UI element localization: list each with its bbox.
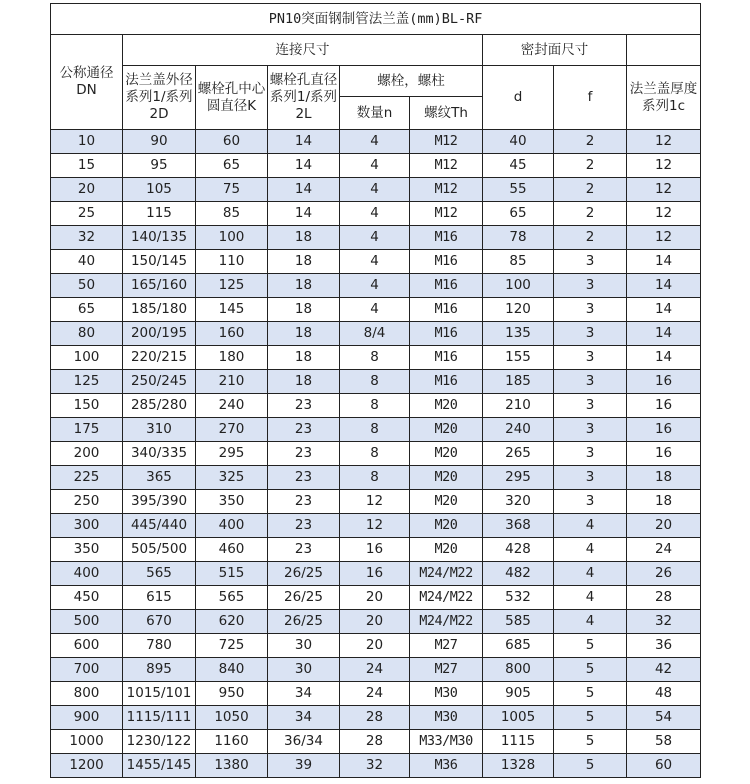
cell-thread: M30 bbox=[410, 706, 483, 730]
cell-thickness: 12 bbox=[627, 130, 701, 154]
cell-bolt-hole: 30 bbox=[268, 634, 340, 658]
cell-bolt-circle: 950 bbox=[196, 682, 268, 706]
cell-thickness: 58 bbox=[627, 730, 701, 754]
table-row bbox=[51, 634, 701, 658]
cell-bolt-circle: 210 bbox=[196, 370, 268, 394]
cell-seal-d: 428 bbox=[483, 538, 554, 562]
cell-bolt-count: 8 bbox=[340, 442, 410, 466]
cell-seal-d: 210 bbox=[483, 394, 554, 418]
cell-bolt-count: 8 bbox=[340, 466, 410, 490]
cell-bolt-hole: 14 bbox=[268, 178, 340, 202]
header-outer-diameter: 法兰盖外径系列1/系列2D bbox=[123, 66, 196, 130]
cell-thickness: 28 bbox=[627, 586, 701, 610]
cell-thread: M12 bbox=[410, 178, 483, 202]
cell-bolt-count: 16 bbox=[340, 538, 410, 562]
cell-seal-d: 368 bbox=[483, 514, 554, 538]
cell-seal-f: 5 bbox=[554, 730, 627, 754]
cell-bolt-hole: 23 bbox=[268, 442, 340, 466]
table-row bbox=[51, 226, 701, 250]
table-row bbox=[51, 322, 701, 346]
cell-thread: M30 bbox=[410, 682, 483, 706]
cell-seal-f: 3 bbox=[554, 442, 627, 466]
cell-thickness: 24 bbox=[627, 538, 701, 562]
cell-thread: M12 bbox=[410, 154, 483, 178]
cell-seal-f: 3 bbox=[554, 298, 627, 322]
table-row bbox=[51, 538, 701, 562]
cell-bolt-hole: 26/25 bbox=[268, 586, 340, 610]
header-bolt-count: 数量n bbox=[340, 97, 410, 130]
cell-bolt-hole: 18 bbox=[268, 370, 340, 394]
cell-thickness: 14 bbox=[627, 322, 701, 346]
table-row bbox=[51, 346, 701, 370]
cell-seal-f: 4 bbox=[554, 562, 627, 586]
cell-thickness: 60 bbox=[627, 754, 701, 778]
cell-thickness: 14 bbox=[627, 298, 701, 322]
cell-bolt-circle: 620 bbox=[196, 610, 268, 634]
header-blank-top-right bbox=[627, 35, 701, 66]
cell-bolt-hole: 23 bbox=[268, 394, 340, 418]
header-sealing-dimensions: 密封面尺寸 bbox=[483, 35, 627, 66]
cell-bolt-hole: 36/34 bbox=[268, 730, 340, 754]
cell-thread: M27 bbox=[410, 634, 483, 658]
cell-outer-diameter: 1015/101 bbox=[123, 682, 196, 706]
cell-thread: M20 bbox=[410, 418, 483, 442]
table-title: PN10突面钢制管法兰盖(mm)BL-RF bbox=[51, 4, 701, 35]
cell-seal-f: 3 bbox=[554, 346, 627, 370]
cell-thread: M20 bbox=[410, 466, 483, 490]
cell-bolt-hole: 14 bbox=[268, 130, 340, 154]
cell-seal-f: 2 bbox=[554, 202, 627, 226]
header-dn: 公称通径DN bbox=[51, 35, 123, 130]
cell-dn: 200 bbox=[51, 442, 123, 466]
cell-bolt-hole: 23 bbox=[268, 490, 340, 514]
header-seal-d: d bbox=[483, 66, 554, 130]
cell-seal-f: 3 bbox=[554, 466, 627, 490]
cell-seal-d: 55 bbox=[483, 178, 554, 202]
cell-outer-diameter: 220/215 bbox=[123, 346, 196, 370]
cell-bolt-circle: 1160 bbox=[196, 730, 268, 754]
cell-thread: M20 bbox=[410, 394, 483, 418]
cell-bolt-hole: 30 bbox=[268, 658, 340, 682]
cell-dn: 25 bbox=[51, 202, 123, 226]
cell-seal-d: 135 bbox=[483, 322, 554, 346]
cell-thread: M16 bbox=[410, 226, 483, 250]
cell-seal-d: 100 bbox=[483, 274, 554, 298]
cell-bolt-count: 8 bbox=[340, 418, 410, 442]
table-row bbox=[51, 418, 701, 442]
cell-thread: M20 bbox=[410, 490, 483, 514]
cell-outer-diameter: 200/195 bbox=[123, 322, 196, 346]
cell-thickness: 12 bbox=[627, 154, 701, 178]
cell-bolt-hole: 26/25 bbox=[268, 610, 340, 634]
cell-seal-d: 320 bbox=[483, 490, 554, 514]
cell-outer-diameter: 1455/145 bbox=[123, 754, 196, 778]
cell-seal-f: 5 bbox=[554, 706, 627, 730]
cell-thickness: 16 bbox=[627, 370, 701, 394]
cell-seal-f: 3 bbox=[554, 370, 627, 394]
cell-bolt-count: 32 bbox=[340, 754, 410, 778]
cell-dn: 20 bbox=[51, 178, 123, 202]
cell-thread: M12 bbox=[410, 130, 483, 154]
table-row bbox=[51, 130, 701, 154]
cell-bolt-circle: 65 bbox=[196, 154, 268, 178]
cell-bolt-count: 20 bbox=[340, 586, 410, 610]
cell-bolt-count: 16 bbox=[340, 562, 410, 586]
table-row bbox=[51, 682, 701, 706]
cell-seal-d: 800 bbox=[483, 658, 554, 682]
table-row bbox=[51, 658, 701, 682]
cell-outer-diameter: 505/500 bbox=[123, 538, 196, 562]
table-row bbox=[51, 370, 701, 394]
cell-bolt-count: 20 bbox=[340, 634, 410, 658]
cell-dn: 32 bbox=[51, 226, 123, 250]
cell-bolt-hole: 14 bbox=[268, 202, 340, 226]
cell-bolt-count: 12 bbox=[340, 490, 410, 514]
cell-dn: 1200 bbox=[51, 754, 123, 778]
cell-dn: 400 bbox=[51, 562, 123, 586]
table-row bbox=[51, 586, 701, 610]
table-row bbox=[51, 394, 701, 418]
cell-bolt-circle: 60 bbox=[196, 130, 268, 154]
cell-outer-diameter: 445/440 bbox=[123, 514, 196, 538]
cell-bolt-count: 4 bbox=[340, 250, 410, 274]
cell-seal-f: 4 bbox=[554, 538, 627, 562]
cell-dn: 175 bbox=[51, 418, 123, 442]
cell-bolt-hole: 34 bbox=[268, 706, 340, 730]
cell-thickness: 12 bbox=[627, 226, 701, 250]
cell-bolt-hole: 23 bbox=[268, 418, 340, 442]
cell-thread: M24/M22 bbox=[410, 562, 483, 586]
cell-dn: 300 bbox=[51, 514, 123, 538]
cell-outer-diameter: 895 bbox=[123, 658, 196, 682]
cell-seal-d: 265 bbox=[483, 442, 554, 466]
cell-seal-f: 5 bbox=[554, 634, 627, 658]
cell-seal-f: 5 bbox=[554, 754, 627, 778]
cell-thickness: 12 bbox=[627, 178, 701, 202]
cell-bolt-circle: 110 bbox=[196, 250, 268, 274]
cell-bolt-circle: 295 bbox=[196, 442, 268, 466]
cell-thickness: 18 bbox=[627, 490, 701, 514]
cell-bolt-hole: 18 bbox=[268, 250, 340, 274]
cell-bolt-count: 8 bbox=[340, 370, 410, 394]
cell-outer-diameter: 1230/122 bbox=[123, 730, 196, 754]
cell-dn: 100 bbox=[51, 346, 123, 370]
cell-bolt-circle: 145 bbox=[196, 298, 268, 322]
cell-thread: M36 bbox=[410, 754, 483, 778]
cell-thread: M16 bbox=[410, 274, 483, 298]
cell-outer-diameter: 165/160 bbox=[123, 274, 196, 298]
cell-bolt-circle: 160 bbox=[196, 322, 268, 346]
cell-outer-diameter: 310 bbox=[123, 418, 196, 442]
cell-bolt-count: 28 bbox=[340, 706, 410, 730]
cell-thickness: 16 bbox=[627, 442, 701, 466]
cell-bolt-hole: 18 bbox=[268, 298, 340, 322]
table-row bbox=[51, 250, 701, 274]
cell-dn: 500 bbox=[51, 610, 123, 634]
cell-seal-f: 3 bbox=[554, 490, 627, 514]
cell-bolt-circle: 325 bbox=[196, 466, 268, 490]
header-connection-dimensions: 连接尺寸 bbox=[123, 35, 483, 66]
flange-table bbox=[50, 3, 701, 778]
header-bolt-hole-diameter: 螺栓孔直径系列1/系列2L bbox=[268, 66, 340, 130]
cell-bolt-circle: 400 bbox=[196, 514, 268, 538]
cell-thread: M24/M22 bbox=[410, 610, 483, 634]
cell-dn: 250 bbox=[51, 490, 123, 514]
cell-bolt-count: 4 bbox=[340, 178, 410, 202]
cell-outer-diameter: 780 bbox=[123, 634, 196, 658]
cell-bolt-circle: 725 bbox=[196, 634, 268, 658]
cell-thickness: 48 bbox=[627, 682, 701, 706]
cell-bolt-count: 24 bbox=[340, 658, 410, 682]
cell-bolt-hole: 18 bbox=[268, 274, 340, 298]
cell-dn: 1000 bbox=[51, 730, 123, 754]
table-row bbox=[51, 178, 701, 202]
header-thickness: 法兰盖厚度系列1c bbox=[627, 66, 701, 130]
cell-bolt-hole: 18 bbox=[268, 322, 340, 346]
cell-thread: M16 bbox=[410, 322, 483, 346]
cell-outer-diameter: 250/245 bbox=[123, 370, 196, 394]
cell-seal-d: 185 bbox=[483, 370, 554, 394]
cell-dn: 600 bbox=[51, 634, 123, 658]
cell-dn: 40 bbox=[51, 250, 123, 274]
cell-thread: M33/M30 bbox=[410, 730, 483, 754]
cell-dn: 65 bbox=[51, 298, 123, 322]
cell-seal-d: 240 bbox=[483, 418, 554, 442]
cell-dn: 225 bbox=[51, 466, 123, 490]
cell-dn: 10 bbox=[51, 130, 123, 154]
cell-bolt-count: 24 bbox=[340, 682, 410, 706]
cell-bolt-count: 8/4 bbox=[340, 322, 410, 346]
cell-outer-diameter: 140/135 bbox=[123, 226, 196, 250]
cell-bolt-count: 4 bbox=[340, 202, 410, 226]
cell-outer-diameter: 150/145 bbox=[123, 250, 196, 274]
cell-bolt-hole: 23 bbox=[268, 538, 340, 562]
cell-seal-f: 2 bbox=[554, 154, 627, 178]
table-row bbox=[51, 202, 701, 226]
cell-dn: 15 bbox=[51, 154, 123, 178]
cell-outer-diameter: 285/280 bbox=[123, 394, 196, 418]
table-row bbox=[51, 514, 701, 538]
cell-bolt-circle: 100 bbox=[196, 226, 268, 250]
cell-thickness: 14 bbox=[627, 346, 701, 370]
cell-bolt-count: 28 bbox=[340, 730, 410, 754]
cell-bolt-circle: 460 bbox=[196, 538, 268, 562]
cell-seal-d: 1005 bbox=[483, 706, 554, 730]
cell-bolt-hole: 23 bbox=[268, 466, 340, 490]
cell-outer-diameter: 670 bbox=[123, 610, 196, 634]
cell-bolt-count: 4 bbox=[340, 298, 410, 322]
cell-seal-d: 905 bbox=[483, 682, 554, 706]
cell-bolt-hole: 39 bbox=[268, 754, 340, 778]
cell-thread: M20 bbox=[410, 442, 483, 466]
cell-thread: M16 bbox=[410, 250, 483, 274]
cell-thread: M16 bbox=[410, 298, 483, 322]
cell-bolt-count: 8 bbox=[340, 346, 410, 370]
cell-thickness: 16 bbox=[627, 394, 701, 418]
cell-seal-f: 5 bbox=[554, 682, 627, 706]
cell-seal-d: 40 bbox=[483, 130, 554, 154]
cell-bolt-hole: 23 bbox=[268, 514, 340, 538]
cell-thickness: 42 bbox=[627, 658, 701, 682]
cell-bolt-count: 4 bbox=[340, 130, 410, 154]
cell-seal-d: 1328 bbox=[483, 754, 554, 778]
cell-bolt-circle: 270 bbox=[196, 418, 268, 442]
cell-bolt-circle: 75 bbox=[196, 178, 268, 202]
table-row bbox=[51, 754, 701, 778]
cell-seal-f: 2 bbox=[554, 130, 627, 154]
cell-thickness: 32 bbox=[627, 610, 701, 634]
cell-bolt-count: 20 bbox=[340, 610, 410, 634]
cell-seal-f: 4 bbox=[554, 586, 627, 610]
cell-dn: 80 bbox=[51, 322, 123, 346]
cell-thickness: 12 bbox=[627, 202, 701, 226]
cell-bolt-circle: 240 bbox=[196, 394, 268, 418]
cell-seal-f: 3 bbox=[554, 274, 627, 298]
cell-thread: M24/M22 bbox=[410, 586, 483, 610]
cell-dn: 900 bbox=[51, 706, 123, 730]
header-bolts-studs: 螺栓，螺柱 bbox=[340, 66, 483, 97]
cell-thickness: 14 bbox=[627, 274, 701, 298]
cell-seal-f: 3 bbox=[554, 418, 627, 442]
cell-bolt-circle: 1050 bbox=[196, 706, 268, 730]
cell-outer-diameter: 105 bbox=[123, 178, 196, 202]
cell-outer-diameter: 90 bbox=[123, 130, 196, 154]
table-row bbox=[51, 610, 701, 634]
cell-seal-f: 3 bbox=[554, 322, 627, 346]
table-row bbox=[51, 298, 701, 322]
cell-dn: 150 bbox=[51, 394, 123, 418]
table-row bbox=[51, 706, 701, 730]
cell-bolt-hole: 26/25 bbox=[268, 562, 340, 586]
cell-dn: 800 bbox=[51, 682, 123, 706]
cell-thickness: 36 bbox=[627, 634, 701, 658]
header-seal-f: f bbox=[554, 66, 627, 130]
cell-outer-diameter: 1115/111 bbox=[123, 706, 196, 730]
cell-seal-d: 685 bbox=[483, 634, 554, 658]
cell-seal-f: 2 bbox=[554, 226, 627, 250]
cell-seal-d: 78 bbox=[483, 226, 554, 250]
cell-seal-f: 4 bbox=[554, 514, 627, 538]
table-row bbox=[51, 562, 701, 586]
cell-thread: M27 bbox=[410, 658, 483, 682]
cell-thread: M12 bbox=[410, 202, 483, 226]
cell-bolt-circle: 350 bbox=[196, 490, 268, 514]
cell-thickness: 26 bbox=[627, 562, 701, 586]
cell-seal-d: 85 bbox=[483, 250, 554, 274]
cell-outer-diameter: 565 bbox=[123, 562, 196, 586]
cell-seal-d: 532 bbox=[483, 586, 554, 610]
cell-seal-d: 482 bbox=[483, 562, 554, 586]
cell-thickness: 18 bbox=[627, 466, 701, 490]
cell-dn: 350 bbox=[51, 538, 123, 562]
cell-seal-d: 120 bbox=[483, 298, 554, 322]
cell-thickness: 16 bbox=[627, 418, 701, 442]
cell-outer-diameter: 95 bbox=[123, 154, 196, 178]
cell-thickness: 20 bbox=[627, 514, 701, 538]
cell-bolt-hole: 18 bbox=[268, 226, 340, 250]
cell-outer-diameter: 395/390 bbox=[123, 490, 196, 514]
cell-seal-f: 3 bbox=[554, 250, 627, 274]
cell-outer-diameter: 365 bbox=[123, 466, 196, 490]
cell-bolt-circle: 1380 bbox=[196, 754, 268, 778]
cell-seal-d: 295 bbox=[483, 466, 554, 490]
cell-outer-diameter: 185/180 bbox=[123, 298, 196, 322]
cell-dn: 125 bbox=[51, 370, 123, 394]
cell-seal-d: 65 bbox=[483, 202, 554, 226]
cell-seal-f: 5 bbox=[554, 658, 627, 682]
cell-thickness: 14 bbox=[627, 250, 701, 274]
cell-bolt-hole: 34 bbox=[268, 682, 340, 706]
cell-bolt-count: 12 bbox=[340, 514, 410, 538]
cell-seal-f: 4 bbox=[554, 610, 627, 634]
cell-seal-d: 1115 bbox=[483, 730, 554, 754]
cell-thread: M20 bbox=[410, 538, 483, 562]
cell-bolt-count: 4 bbox=[340, 226, 410, 250]
header-thread: 螺纹Th bbox=[410, 97, 483, 130]
table-row bbox=[51, 490, 701, 514]
cell-bolt-circle: 565 bbox=[196, 586, 268, 610]
cell-bolt-circle: 125 bbox=[196, 274, 268, 298]
cell-seal-f: 2 bbox=[554, 178, 627, 202]
cell-thread: M20 bbox=[410, 514, 483, 538]
table-row bbox=[51, 466, 701, 490]
cell-thread: M16 bbox=[410, 346, 483, 370]
cell-outer-diameter: 115 bbox=[123, 202, 196, 226]
cell-seal-d: 45 bbox=[483, 154, 554, 178]
cell-dn: 700 bbox=[51, 658, 123, 682]
cell-thread: M16 bbox=[410, 370, 483, 394]
cell-bolt-circle: 85 bbox=[196, 202, 268, 226]
cell-seal-d: 155 bbox=[483, 346, 554, 370]
table-row bbox=[51, 730, 701, 754]
cell-dn: 450 bbox=[51, 586, 123, 610]
cell-seal-d: 585 bbox=[483, 610, 554, 634]
cell-outer-diameter: 615 bbox=[123, 586, 196, 610]
cell-seal-f: 3 bbox=[554, 394, 627, 418]
cell-dn: 50 bbox=[51, 274, 123, 298]
cell-bolt-hole: 14 bbox=[268, 154, 340, 178]
cell-bolt-count: 4 bbox=[340, 154, 410, 178]
cell-bolt-circle: 840 bbox=[196, 658, 268, 682]
table-row bbox=[51, 442, 701, 466]
table-row bbox=[51, 154, 701, 178]
cell-thickness: 54 bbox=[627, 706, 701, 730]
cell-outer-diameter: 340/335 bbox=[123, 442, 196, 466]
cell-bolt-hole: 18 bbox=[268, 346, 340, 370]
cell-bolt-count: 8 bbox=[340, 394, 410, 418]
cell-bolt-circle: 515 bbox=[196, 562, 268, 586]
header-bolt-circle-diameter: 螺栓孔中心圆直径K bbox=[196, 66, 268, 130]
cell-bolt-count: 4 bbox=[340, 274, 410, 298]
table-row bbox=[51, 274, 701, 298]
cell-bolt-circle: 180 bbox=[196, 346, 268, 370]
